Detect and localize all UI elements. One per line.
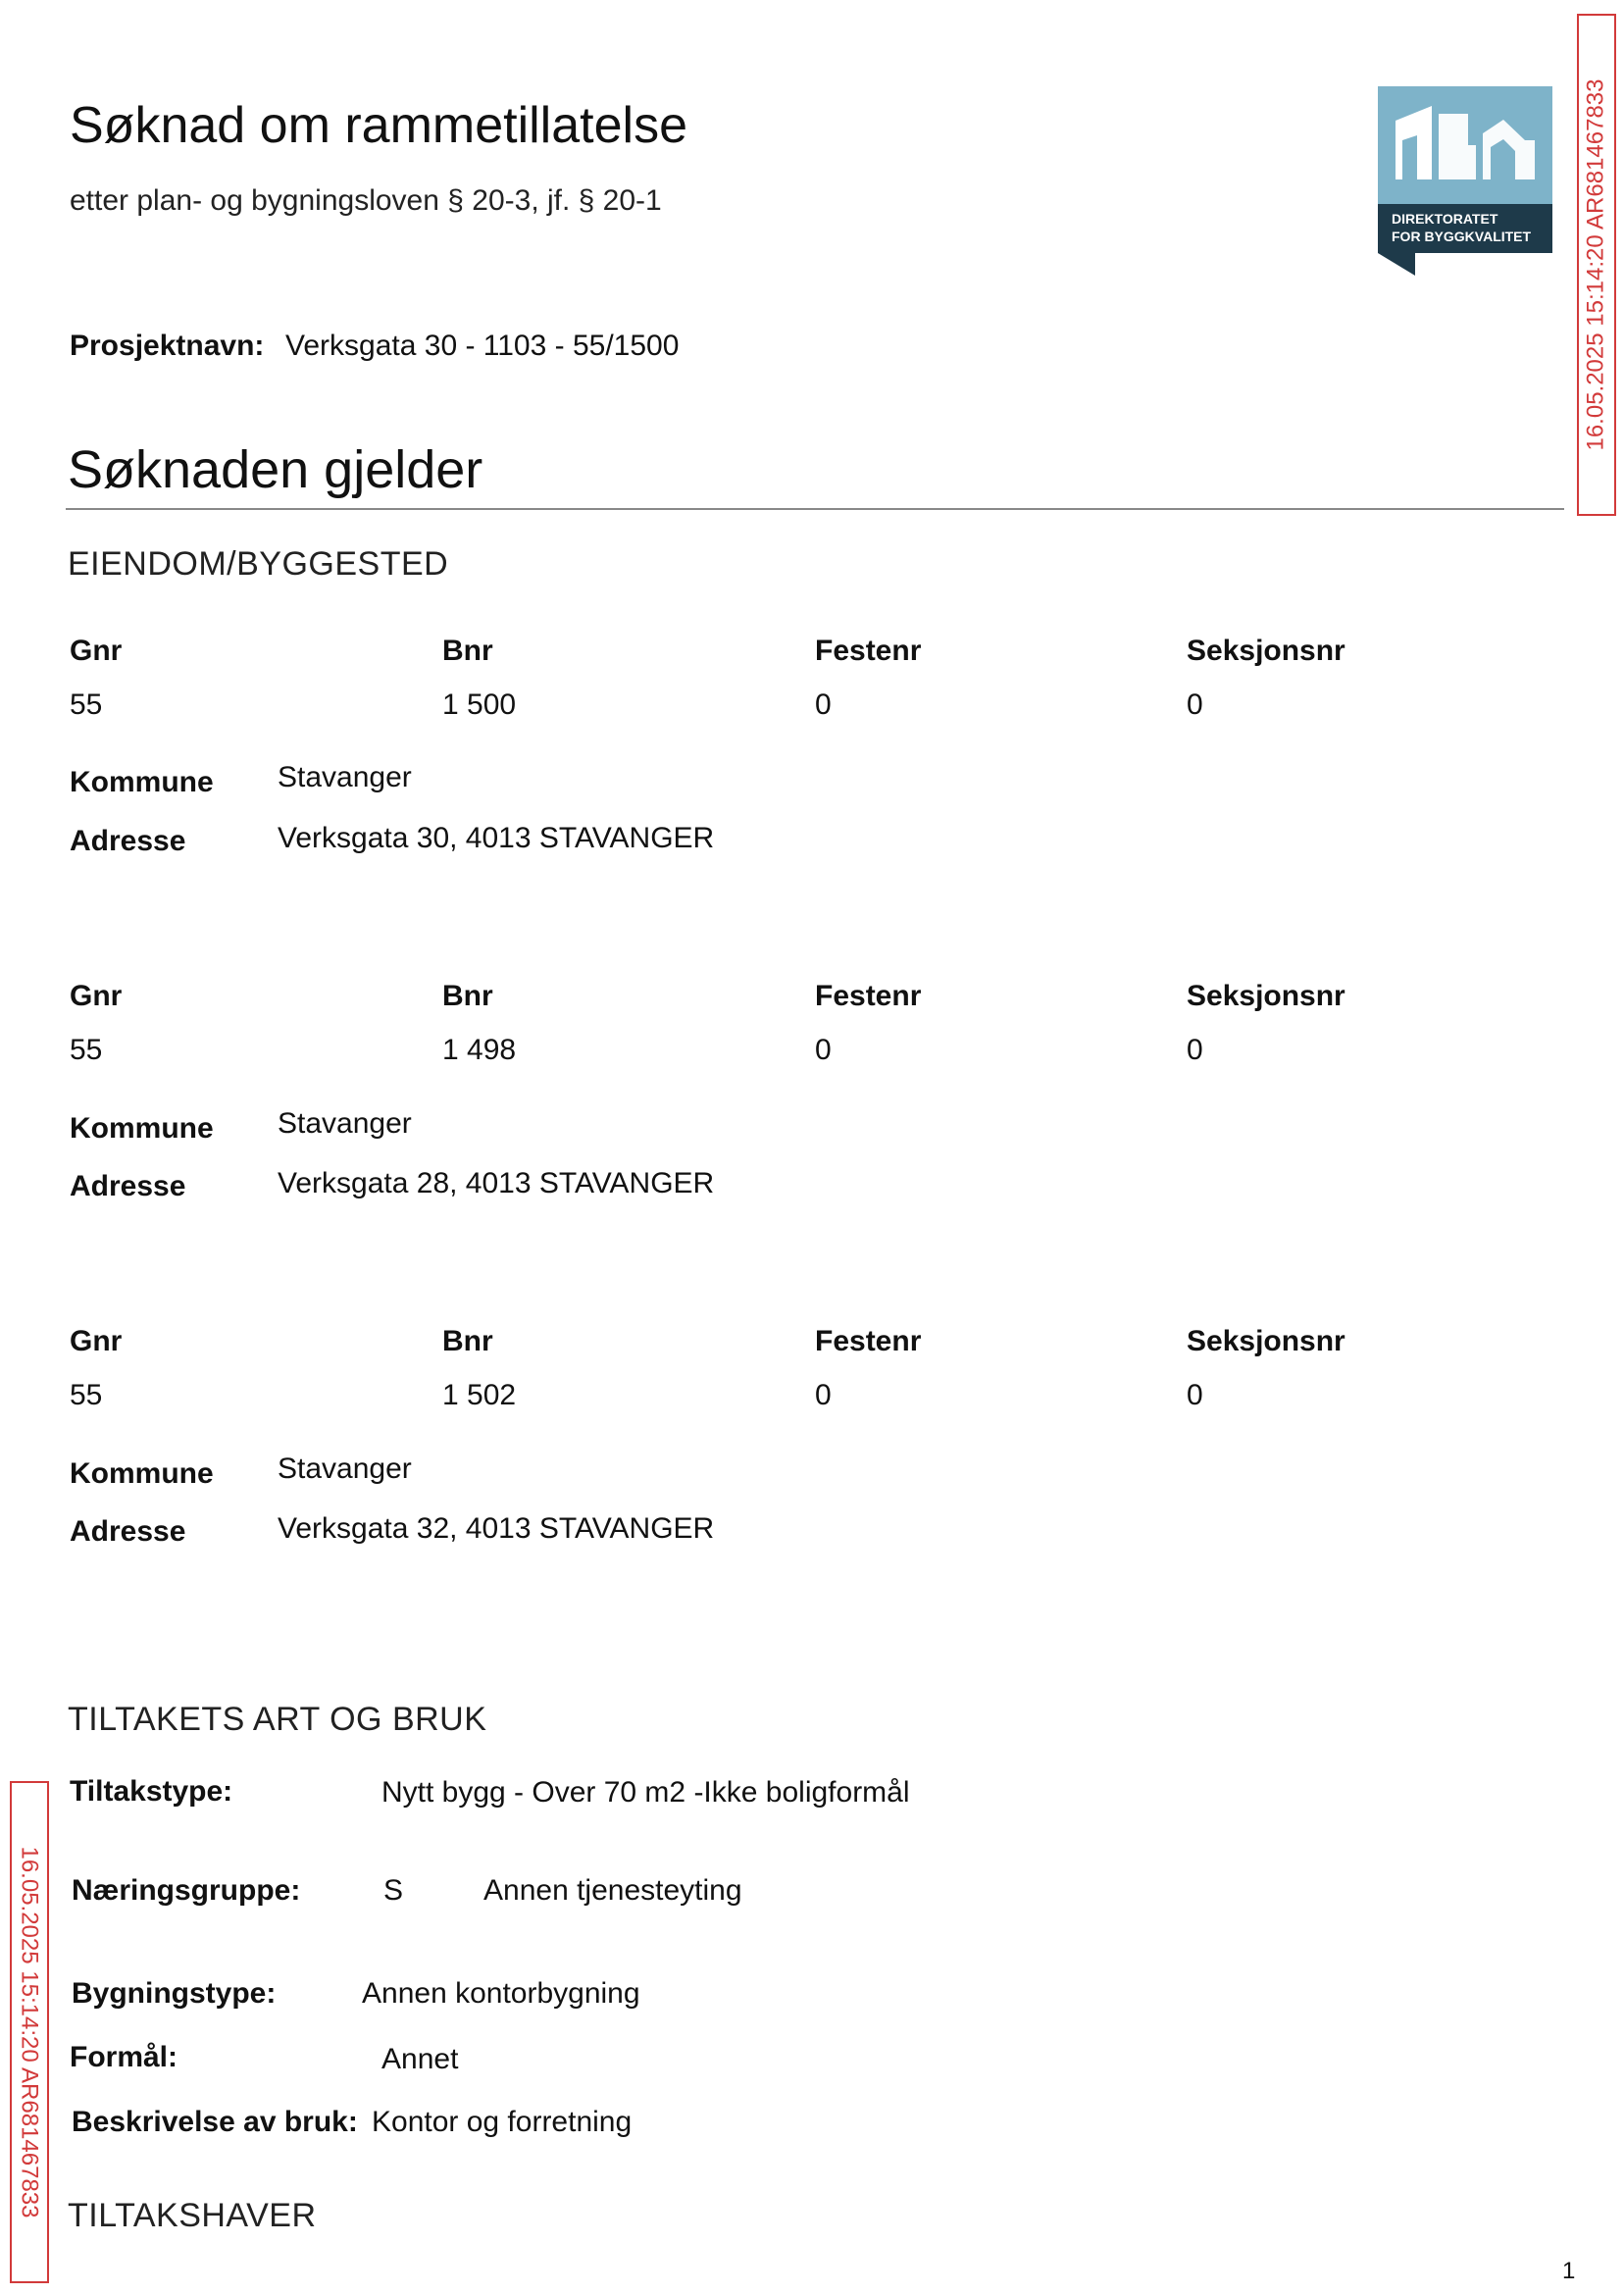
section-divider xyxy=(66,508,1564,510)
seksjonsnr-value: 0 xyxy=(1187,1034,1203,1066)
tiltakstype-label: Tiltakstype: xyxy=(70,1775,233,1808)
bnr-value: 1 502 xyxy=(442,1379,517,1411)
tiltakstype-value: Nytt bygg - Over 70 m2 -Ikke boligformål xyxy=(381,1776,910,1809)
project-name-value: Verksgata 30 - 1103 - 55/1500 xyxy=(285,330,680,362)
naeringsgruppe-label: Næringsgruppe: xyxy=(72,1874,301,1907)
seksjonsnr-value: 0 xyxy=(1187,688,1203,721)
adresse-label: Adresse xyxy=(70,825,186,857)
naeringsgruppe-code: S xyxy=(383,1874,404,1907)
dibk-logo-icon xyxy=(1378,86,1552,276)
project-name-label: Prosjektnavn: xyxy=(70,330,265,362)
dibk-logo xyxy=(1378,86,1552,276)
gnr-value: 55 xyxy=(70,1379,103,1411)
adresse-value: Verksgata 32, 4013 STAVANGER xyxy=(278,1512,715,1545)
gnr-label: Gnr xyxy=(70,1325,123,1357)
adresse-value: Verksgata 30, 4013 STAVANGER xyxy=(278,822,715,854)
tiltakshaver-section-title: TILTAKSHAVER xyxy=(68,2197,317,2234)
kommune-value: Stavanger xyxy=(278,761,412,793)
kommune-label: Kommune xyxy=(70,1112,214,1145)
gnr-value: 55 xyxy=(70,1034,103,1066)
bnr-label: Bnr xyxy=(442,635,493,667)
adresse-label: Adresse xyxy=(70,1515,186,1548)
seksjonsnr-label: Seksjonsnr xyxy=(1187,980,1345,1012)
bnr-value: 1 500 xyxy=(442,688,517,721)
seksjonsnr-label: Seksjonsnr xyxy=(1187,1325,1345,1357)
gnr-label: Gnr xyxy=(70,980,123,1012)
logo-text-line1: DIREKTORATET xyxy=(1392,211,1498,227)
archive-stamp-text: 16.05.2025 15:14:20 AR681467833 xyxy=(17,1846,43,2218)
kommune-value: Stavanger xyxy=(278,1107,412,1140)
kommune-value: Stavanger xyxy=(278,1453,412,1485)
beskrivelse-label: Beskrivelse av bruk: xyxy=(72,2106,358,2138)
tiltak-section-title: TILTAKETS ART OG BRUK xyxy=(68,1701,487,1738)
page-number: 1 xyxy=(1562,2258,1576,2284)
beskrivelse-value: Kontor og forretning xyxy=(372,2106,633,2138)
archive-stamp-top xyxy=(1577,14,1616,516)
formal-value: Annet xyxy=(381,2043,459,2075)
festenr-value: 0 xyxy=(815,688,832,721)
section-title: Søknaden gjelder xyxy=(68,440,483,499)
kommune-label: Kommune xyxy=(70,766,214,798)
bnr-label: Bnr xyxy=(442,980,493,1012)
seksjonsnr-value: 0 xyxy=(1187,1379,1203,1411)
property-section-title: EIENDOM/BYGGESTED xyxy=(68,545,449,583)
gnr-label: Gnr xyxy=(70,635,123,667)
kommune-label: Kommune xyxy=(70,1457,214,1490)
document-title: Søknad om rammetillatelse xyxy=(70,97,687,154)
archive-stamp-left xyxy=(10,1781,49,2283)
naeringsgruppe-value: Annen tjenesteyting xyxy=(483,1874,742,1907)
festenr-label: Festenr xyxy=(815,635,922,667)
archive-stamp-text: 16.05.2025 15:14:20 AR681467833 xyxy=(1583,78,1609,451)
festenr-value: 0 xyxy=(815,1379,832,1411)
festenr-label: Festenr xyxy=(815,1325,922,1357)
seksjonsnr-label: Seksjonsnr xyxy=(1187,635,1345,667)
gnr-value: 55 xyxy=(70,688,103,721)
festenr-value: 0 xyxy=(815,1034,832,1066)
adresse-label: Adresse xyxy=(70,1170,186,1202)
adresse-value: Verksgata 28, 4013 STAVANGER xyxy=(278,1167,715,1199)
bygningstype-label: Bygningstype: xyxy=(72,1977,277,2010)
bnr-label: Bnr xyxy=(442,1325,493,1357)
festenr-label: Festenr xyxy=(815,980,922,1012)
bnr-value: 1 498 xyxy=(442,1034,517,1066)
logo-text-line2: FOR BYGGKVALITET xyxy=(1392,229,1532,244)
document-subtitle: etter plan- og bygningsloven § 20-3, jf. § 20-1 xyxy=(70,184,662,217)
formal-label: Formål: xyxy=(70,2041,178,2073)
bygningstype-value: Annen kontorbygning xyxy=(362,1977,640,2010)
